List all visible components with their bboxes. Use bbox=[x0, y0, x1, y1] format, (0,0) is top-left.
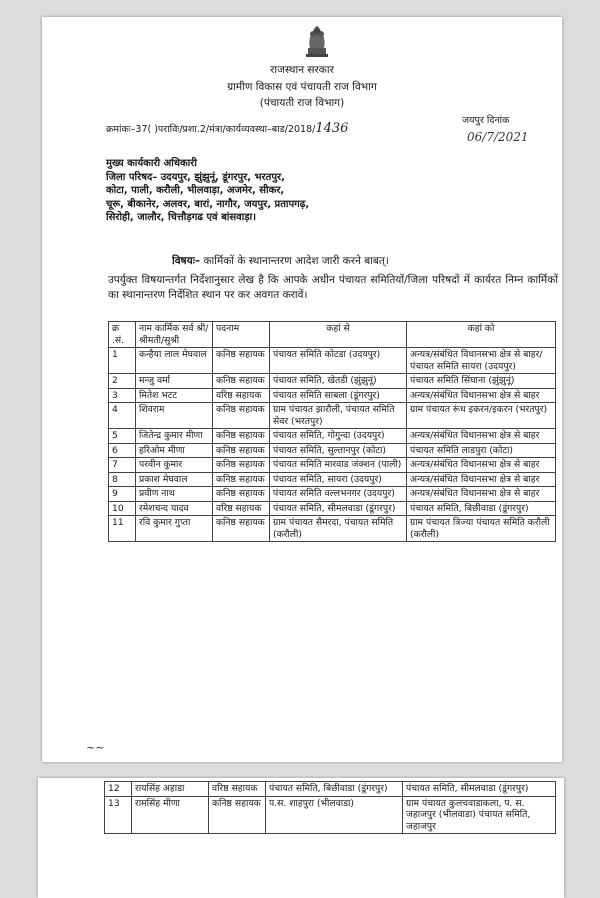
cell-post: कनिष्ठ सहायक bbox=[213, 458, 270, 473]
cell-to: अन्यत्र/संबंधित विधानसभा क्षेत्र से बाहर bbox=[407, 458, 556, 473]
cell-from: पंचायत समिति वल्लभनगर (उदयपुर) bbox=[270, 487, 407, 502]
cell-name: रमेशचन्द यादव bbox=[136, 501, 213, 516]
table-row bbox=[109, 388, 556, 403]
cell-sno: 7 bbox=[109, 458, 136, 473]
table-row bbox=[105, 796, 556, 834]
cell-from: पंचायत समिति मारवाड जंक्शन (पाली) bbox=[270, 458, 407, 473]
table-row bbox=[109, 348, 556, 374]
cell-sno: 9 bbox=[109, 487, 136, 502]
header-line-1: राजस्थान सरकार bbox=[270, 64, 334, 76]
cell-sno: 3 bbox=[109, 388, 136, 403]
subject-label: विषयः– bbox=[172, 255, 201, 267]
table-header-row bbox=[109, 322, 556, 348]
cell-name: कन्हैया लाल मेघवाल bbox=[136, 348, 213, 374]
cell-name: परवीन कुमार bbox=[136, 458, 213, 473]
margin-signature: ~~ bbox=[86, 741, 105, 754]
header-post: पदनाम bbox=[213, 322, 270, 348]
cell-to: ग्राम पंचायत रूंध इकरन/इकरन (भरतपुर) bbox=[407, 403, 556, 429]
addressee-block bbox=[106, 157, 466, 225]
cell-post: वरिष्ठ सहायक bbox=[213, 501, 270, 516]
cell-name: मन्जु वर्मा bbox=[136, 374, 213, 389]
cell-sno: 8 bbox=[109, 472, 136, 487]
handwritten-date: 06/7/2021 bbox=[467, 130, 529, 144]
table-row bbox=[109, 458, 556, 473]
cell-post: कनिष्ठ सहायक bbox=[213, 374, 270, 389]
cell-name: प्रवीण नाथ bbox=[136, 487, 213, 502]
table-row bbox=[109, 487, 556, 502]
cell-to: पंचायत समिति लाडपुरा (कोटा) bbox=[407, 443, 556, 458]
cell-sno: 5 bbox=[109, 429, 136, 444]
table-row bbox=[109, 443, 556, 458]
cell-sno: 13 bbox=[105, 796, 132, 834]
cell-name: रवि कुमार गुप्ता bbox=[136, 516, 213, 542]
ashoka-emblem-icon bbox=[302, 22, 332, 58]
cell-post: वरिष्ठ सहायक bbox=[209, 782, 266, 797]
transfer-table-continued bbox=[104, 781, 556, 834]
cell-from: पंचायत समिति, खेतडी (झुंझुनूं) bbox=[270, 374, 407, 389]
cell-name: मितेश भटट bbox=[136, 388, 213, 403]
table-row bbox=[105, 782, 556, 797]
cell-to: अन्यत्र/संबंधित विधानसभा क्षेत्र से बाहर bbox=[407, 487, 556, 502]
cell-name: प्रकाश मेघवाल bbox=[136, 472, 213, 487]
header-name: नाम कार्मिक सर्व श्री/ श्रीमती/सुश्री bbox=[136, 322, 213, 348]
cell-to: पंचायत समिति, बिछीवाडा (डूंगरपुर) bbox=[407, 501, 556, 516]
cell-name: शिवराम bbox=[136, 403, 213, 429]
reference-number: 1436 bbox=[315, 121, 349, 136]
header-sno: क्र .सं. bbox=[109, 322, 136, 348]
cell-to: अन्यत्र/संबंधित विधानसभा क्षेत्र से बाहर bbox=[407, 472, 556, 487]
cell-to: अन्यत्र/संबंधित विधानसभा क्षेत्र से बाहर bbox=[407, 429, 556, 444]
table-row bbox=[109, 516, 556, 542]
cell-sno: 2 bbox=[109, 374, 136, 389]
transfer-table bbox=[108, 321, 556, 542]
cell-post: कनिष्ठ सहायक bbox=[213, 403, 270, 429]
cell-from: ग्राम पंचायत झारौली, पंचायत समिति सेवर (भरतपुर) bbox=[270, 403, 407, 429]
cell-sno: 4 bbox=[109, 403, 136, 429]
reference-line bbox=[106, 121, 348, 136]
table-row bbox=[109, 472, 556, 487]
addressee-line-1: मुख्य कार्यकारी अधिकारी bbox=[106, 158, 197, 169]
cell-from: पंचायत समिति, बिछीवाडा (डूंगरपुर) bbox=[266, 782, 403, 797]
cell-to: ग्राम पंचायत कुलचवाडाकला, प. स. जहाजपुर (भीलवाडा) पंचायत समिति, जहाजपुर bbox=[403, 796, 556, 834]
cell-from: पंचायत समिति साबला (डूंगरपुर) bbox=[270, 388, 407, 403]
document-page-2 bbox=[38, 778, 564, 898]
cell-to: पंचायत समिति सिंघाना (झुंझुनूं) bbox=[407, 374, 556, 389]
cell-sno: 1 bbox=[109, 348, 136, 374]
document-page-1 bbox=[42, 17, 562, 762]
body-paragraph: उपर्युक्त विषयान्तर्गत निर्देशानुसार लेख है कि आपके अधीन पंचायत समितियों/जिला परिषदों में कार्यरत निम्न कार्मिकों का स्थानान्तरण निर्देशित स्थान पर कर अवगत करावें। bbox=[108, 274, 558, 301]
cell-from: पंचायत समिति, गोगुन्दा (उदयपुर) bbox=[270, 429, 407, 444]
cell-sno: 10 bbox=[109, 501, 136, 516]
cell-from: ग्राम पंचायत सैमरदा, पंचायत समिति (करौली) bbox=[270, 516, 407, 542]
cell-from: पंचायत समिति कोटडा (उदयपुर) bbox=[270, 348, 407, 374]
cell-post: कनिष्ठ सहायक bbox=[209, 796, 266, 834]
cell-sno: 11 bbox=[109, 516, 136, 542]
cell-post: कनिष्ठ सहायक bbox=[213, 429, 270, 444]
cell-name: रामसिंह मीणा bbox=[132, 796, 209, 834]
table-row bbox=[109, 403, 556, 429]
header-to: कहां को bbox=[407, 322, 556, 348]
cell-sno: 6 bbox=[109, 443, 136, 458]
cell-from: प.स. शाहपुरा (भीलवाडा) bbox=[266, 796, 403, 834]
addressee-line-3: कोटा, पाली, करौली, भीलवाड़ा, अजमेर, सीकर, bbox=[106, 185, 285, 196]
cell-to: अन्यत्र/संबंधित विधानसभा क्षेत्र से बाहर/पंचायत समिति सायरा (उदयपुर) bbox=[407, 348, 556, 374]
addressee-line-4: चूरू, बीकानेर, अलवर, बारां, नागौर, जयपुर, प्रतापगढ़, bbox=[106, 198, 310, 210]
header-line-2: ग्रामीण विकास एवं पंचायती राज विभाग bbox=[227, 81, 377, 93]
cell-post: कनिष्ठ सहायक bbox=[213, 487, 270, 502]
header-line-3: (पंचायती राज विभाग) bbox=[259, 97, 345, 109]
header-from: कहां से bbox=[270, 322, 407, 348]
cell-post: वरिष्ठ सहायक bbox=[213, 388, 270, 403]
addressee-line-2: जिला परिषद– उदयपुर, झुंझुनूं, डूंगरपुर, भरतपुर, bbox=[106, 171, 285, 183]
subject-text: कार्मिकों के स्थानान्तरण आदेश जारी करने बाबत्। bbox=[203, 255, 389, 267]
cell-to: पंचायत समिति, सीमलवाडा (डूंगरपुर) bbox=[403, 782, 556, 797]
cell-sno: 12 bbox=[105, 782, 132, 797]
table-row bbox=[109, 429, 556, 444]
cell-post: कनिष्ठ सहायक bbox=[213, 443, 270, 458]
table-row bbox=[109, 501, 556, 516]
cell-name: जितेन्द्र कुमार मीणा bbox=[136, 429, 213, 444]
table-row bbox=[109, 374, 556, 389]
cell-post: कनिष्ठ सहायक bbox=[213, 348, 270, 374]
cell-from: पंचायत समिति, सीमलवाडा (डूंगरपुर) bbox=[270, 501, 407, 516]
cell-name: रायसिंह अहाडा bbox=[132, 782, 209, 797]
cell-name: हरिओम मीणा bbox=[136, 443, 213, 458]
cell-from: पंचायत समिति, सुल्तानपुर (कोटा) bbox=[270, 443, 407, 458]
cell-to: ग्राम पंचायत त्रिज्या पंचायत समिति करौली (करौली) bbox=[407, 516, 556, 542]
cell-post: कनिष्ठ सहायक bbox=[213, 516, 270, 542]
subject-line bbox=[172, 254, 389, 268]
cell-to: अन्यत्र/संबंधित विधानसभा क्षेत्र से बाहर bbox=[407, 388, 556, 403]
addressee-line-5: सिरोही, जालौर, चित्तौड़गढ एवं बांसवाड़ा। bbox=[106, 212, 257, 223]
cell-from: पंचायत समिति, सायरा (उदयपुर) bbox=[270, 472, 407, 487]
reference-text: क्रमांकः–37( )पराविः/प्रशा.2/मंत्रा/कार्यव्यवस्था–बाड/2018/ bbox=[106, 124, 316, 135]
place-label: जयपुर दिनांक bbox=[462, 115, 510, 126]
cell-post: कनिष्ठ सहायक bbox=[213, 472, 270, 487]
